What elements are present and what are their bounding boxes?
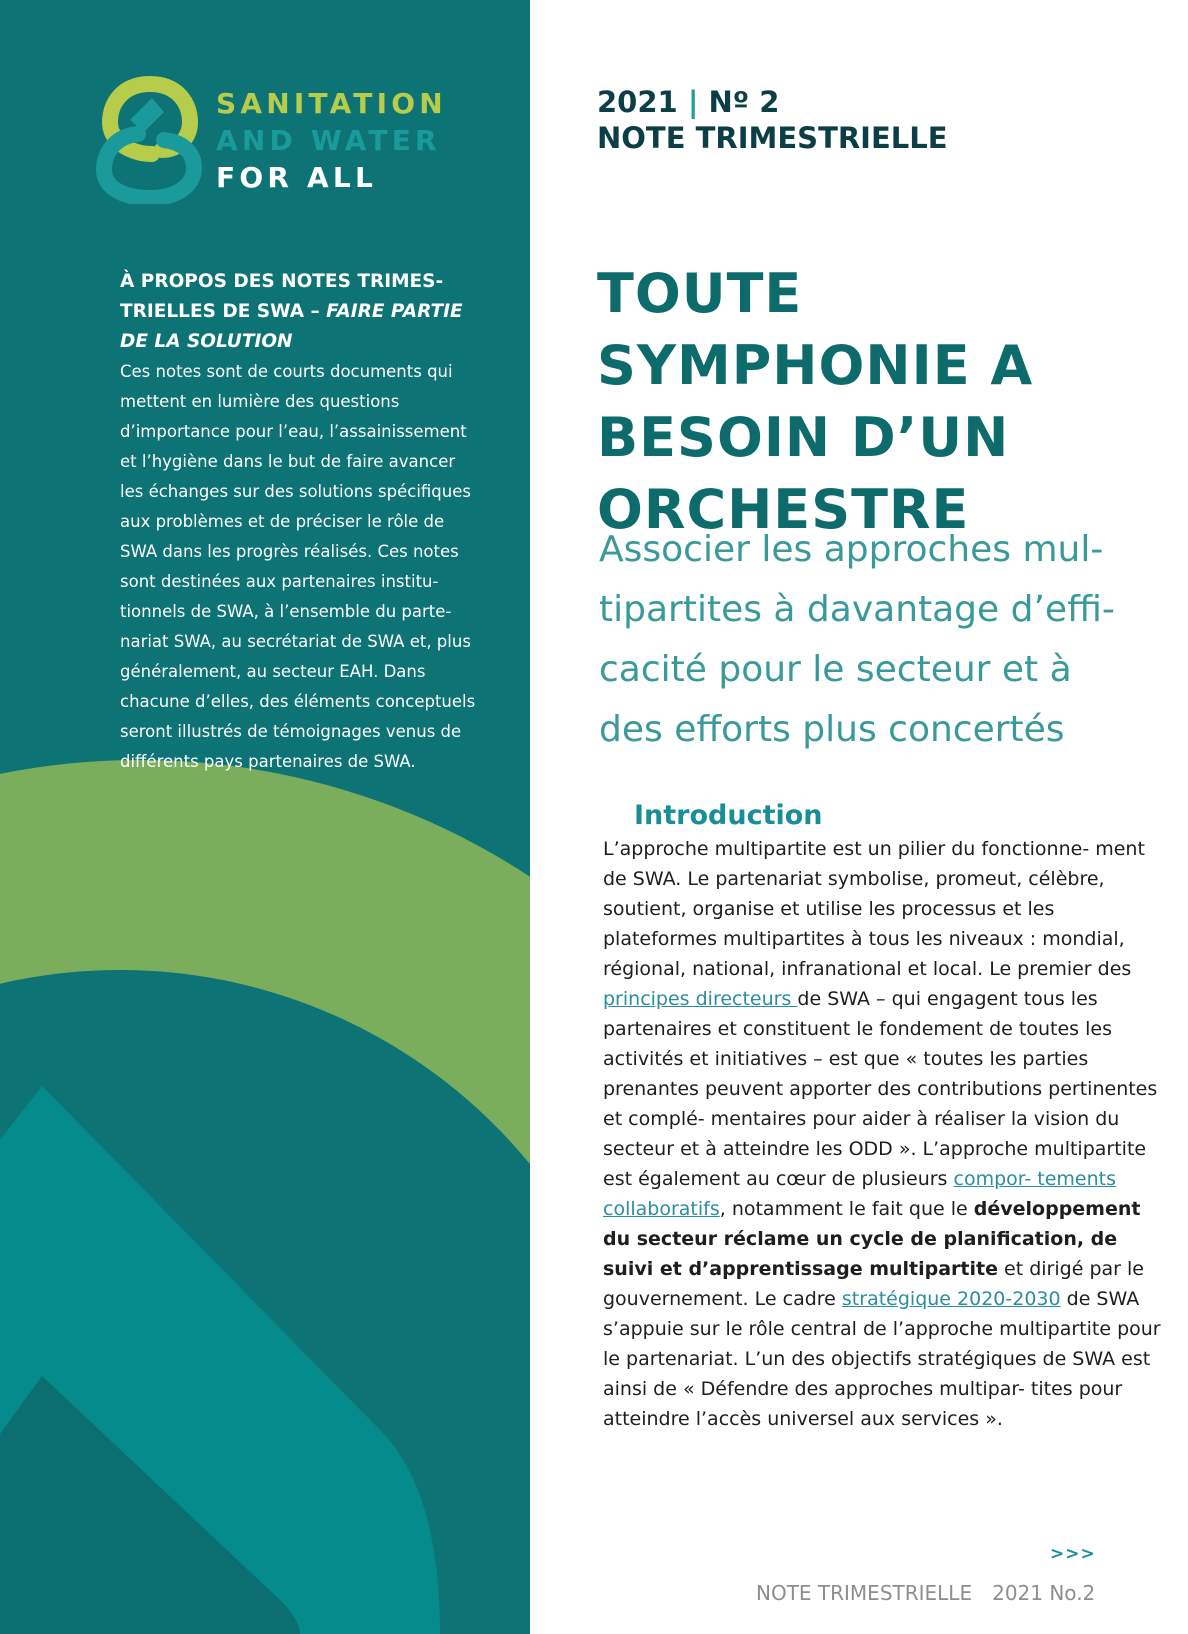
intro-text-2: de SWA – qui engagent tous les partenaires et constituent le fondement de toutes les activités et initiatives – est que « toutes les parties prenantes peuvent apporter des contributions pertinentes et complé- mentaires pour aider à réaliser la vision du secteur et à atteindre les ODD ». L’approche multipartite est également au cœur de plusieurs bbox=[603, 988, 1158, 1190]
issue-line bbox=[597, 84, 948, 120]
page-footer bbox=[756, 1581, 1095, 1605]
intro-text-5: de SWA s’appuie sur le rôle central de l’approche multipartite pour le partenariat. L’un des objectifs stratégiques de SWA est ainsi de « Défendre des approches multipar- tites pour atteindre l’accès universel aux services ». bbox=[603, 1288, 1161, 1430]
guiding-principles-link[interactable]: principes directeurs bbox=[603, 988, 798, 1010]
page-subtitle: Associer les approches mul- tipartites à davantage d’effi- cacité pour le secteur et à des efforts plus concertés bbox=[599, 529, 1115, 750]
logo-text-sanitation: SANITATION bbox=[216, 87, 447, 120]
issue-year: 2021 bbox=[597, 85, 678, 119]
collaborative-behaviours-link[interactable]: compor- tements collaboratifs bbox=[603, 1168, 1116, 1220]
swa-logo-mark-icon bbox=[94, 74, 206, 204]
about-body-text: Ces notes sont de courts documents qui mettent en lumière des questions d’importance pour l’eau, l’assainissement et l’hygiène dans le but de faire avancer les échanges sur des solutions spécifiques aux problèmes et de préciser le rôle de SWA dans les progrès réalisés. Ces notes sont destinées aux partenaires institu- tionnels de SWA, à l’ensemble du parte- nariat SWA, au secrétariat de SWA et, plus généralement, au secteur EAH. Dans chacune d’elles, des éléments conceptuels seront illustrés de témoignages venus de différents pays partenaires de SWA. bbox=[120, 362, 476, 771]
about-heading-italic-text: FAIRE PARTIE DE LA SOLUTION bbox=[120, 301, 463, 352]
about-heading bbox=[120, 267, 480, 357]
strategic-framework-link[interactable]: stratégique 2020-2030 bbox=[841, 1288, 1061, 1310]
intro-heading: Introduction bbox=[634, 800, 823, 831]
intro-text-4: et dirigé par le gouvernement. Le cadre bbox=[603, 1258, 1144, 1310]
continue-arrows[interactable]: >>> bbox=[1050, 1544, 1096, 1564]
issue-separator: | bbox=[677, 85, 709, 119]
footer-label: NOTE TRIMESTRIELLE bbox=[756, 1581, 973, 1605]
intro-text-1: L’approche multipartite est un pilier du fonctionne- ment de SWA. Le partenariat symbolise, promeut, célèbre, soutient, organise et utilise les processus et les plateformes multipartites à tous les niveaux : mondial, régional, national, infranational et local. Le premier des bbox=[603, 838, 1145, 980]
logo-text-and-water: AND WATER bbox=[216, 124, 441, 157]
page-title: TOUTE SYMPHONIE A BESOIN D’UN ORCHESTRE bbox=[597, 262, 1034, 541]
about-heading-text: À PROPOS DES NOTES TRIMES- TRIELLES DE SWA – bbox=[120, 271, 444, 322]
intro-text-3: , notamment le fait que le bbox=[719, 1198, 974, 1220]
issue-number: Nº 2 bbox=[708, 85, 780, 119]
issue-label: NOTE TRIMESTRIELLE bbox=[597, 121, 948, 155]
logo-teal-loop-shape bbox=[104, 134, 194, 198]
swa-logo[interactable] bbox=[94, 74, 454, 204]
decorative-swirl-graphic bbox=[0, 0, 530, 1634]
sidebar-panel bbox=[0, 0, 530, 1634]
intro-bold-text: développement du secteur réclame un cycle de planification, de suivi et d’apprentissage multipartite bbox=[603, 1198, 1141, 1280]
logo-text-for-all: FOR ALL bbox=[216, 161, 377, 194]
footer-issue: 2021 No.2 bbox=[992, 1581, 1096, 1605]
about-box bbox=[120, 267, 480, 777]
intro-paragraph bbox=[603, 834, 1163, 1434]
issue-header bbox=[597, 84, 948, 156]
